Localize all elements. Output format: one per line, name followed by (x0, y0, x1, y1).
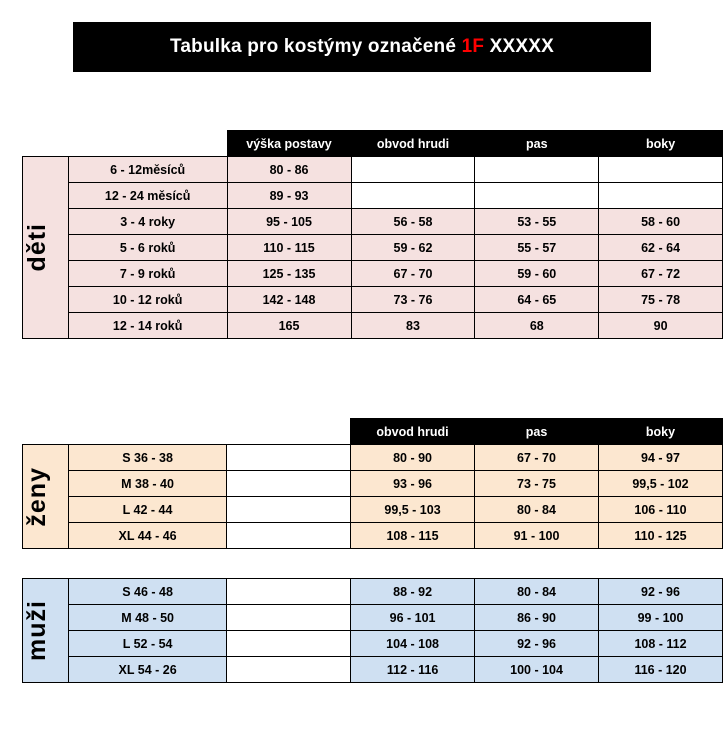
cell-chest: 104 - 108 (351, 631, 475, 657)
cell-chest: 56 - 58 (351, 209, 475, 235)
cell-hips: 90 (599, 313, 723, 339)
cell-chest (351, 183, 475, 209)
cell-waist: 91 - 100 (475, 523, 599, 549)
cell-waist: 55 - 57 (475, 235, 599, 261)
women-size-table (22, 418, 723, 549)
column-header-height: výška postavy (227, 131, 351, 157)
cell-chest: 93 - 96 (350, 471, 474, 497)
cell-hips: 99,5 - 102 (598, 471, 722, 497)
cell-waist: 100 - 104 (475, 657, 599, 683)
cell-height (227, 631, 351, 657)
header-spacer (68, 131, 227, 157)
cell-chest (351, 157, 475, 183)
cell-height: 95 - 105 (227, 209, 351, 235)
cell-height: 165 (227, 313, 351, 339)
cell-hips (599, 157, 723, 183)
group-label-text: muži (23, 600, 51, 661)
table-row (23, 471, 723, 497)
group-label-kids (23, 157, 69, 339)
column-header-chest: obvod hrudi (350, 419, 474, 445)
page-title-banner (73, 22, 651, 72)
row-label: XL 44 - 46 (68, 523, 226, 549)
table-row (23, 605, 723, 631)
group-label-text: děti (23, 223, 51, 272)
cell-chest: 73 - 76 (351, 287, 475, 313)
cell-hips: 94 - 97 (598, 445, 722, 471)
table-row (23, 497, 723, 523)
cell-height: 89 - 93 (227, 183, 351, 209)
table-row (23, 313, 723, 339)
cell-hips: 92 - 96 (599, 579, 723, 605)
cell-waist: 53 - 55 (475, 209, 599, 235)
cell-height: 80 - 86 (227, 157, 351, 183)
row-label: 12 - 24 měsíců (68, 183, 227, 209)
table-row (23, 445, 723, 471)
table-row (23, 657, 723, 683)
cell-height: 125 - 135 (227, 261, 351, 287)
cell-chest: 88 - 92 (351, 579, 475, 605)
header-spacer (68, 419, 226, 445)
table-row (23, 183, 723, 209)
cell-height (227, 579, 351, 605)
cell-waist (475, 157, 599, 183)
page-title-prefix: Tabulka pro kostýmy označené (169, 36, 462, 57)
cell-height (227, 605, 351, 631)
group-label-text: ženy (23, 466, 51, 527)
kids-size-table (22, 130, 723, 339)
cell-chest: 99,5 - 103 (350, 497, 474, 523)
cell-hips: 58 - 60 (599, 209, 723, 235)
table-header-row (23, 419, 723, 445)
cell-height (227, 523, 351, 549)
table-row (23, 235, 723, 261)
table-row (23, 579, 723, 605)
cell-chest: 83 (351, 313, 475, 339)
row-label: L 52 - 54 (68, 631, 227, 657)
cell-chest: 59 - 62 (351, 235, 475, 261)
cell-chest: 112 - 116 (351, 657, 475, 683)
cell-hips (599, 183, 723, 209)
table-header-row (23, 131, 723, 157)
cell-waist: 73 - 75 (475, 471, 599, 497)
cell-height: 110 - 115 (227, 235, 351, 261)
row-label: 5 - 6 roků (68, 235, 227, 261)
page-title-highlight: 1F (461, 36, 485, 57)
men-size-table (22, 578, 723, 683)
cell-hips: 110 - 125 (598, 523, 722, 549)
cell-hips: 116 - 120 (599, 657, 723, 683)
row-label: S 46 - 48 (68, 579, 227, 605)
column-header-waist: pas (475, 131, 599, 157)
cell-waist: 80 - 84 (475, 579, 599, 605)
cell-waist: 67 - 70 (475, 445, 599, 471)
row-label: 3 - 4 roky (68, 209, 227, 235)
column-header-hips: boky (599, 131, 723, 157)
row-label: XL 54 - 26 (68, 657, 227, 683)
row-label: S 36 - 38 (68, 445, 226, 471)
cell-waist: 92 - 96 (475, 631, 599, 657)
column-header-chest: obvod hrudi (351, 131, 475, 157)
cell-waist: 64 - 65 (475, 287, 599, 313)
column-header-waist: pas (475, 419, 599, 445)
cell-height (227, 657, 351, 683)
page-title (170, 36, 554, 58)
table-row (23, 287, 723, 313)
cell-waist: 86 - 90 (475, 605, 599, 631)
cell-waist: 80 - 84 (475, 497, 599, 523)
table-row (23, 209, 723, 235)
cell-hips: 67 - 72 (599, 261, 723, 287)
cell-chest: 108 - 115 (350, 523, 474, 549)
cell-height: 142 - 148 (227, 287, 351, 313)
cell-height (227, 497, 351, 523)
cell-waist (475, 183, 599, 209)
cell-height (227, 471, 351, 497)
cell-chest: 67 - 70 (351, 261, 475, 287)
group-label-men (23, 579, 69, 683)
header-spacer (23, 131, 69, 157)
row-label: 7 - 9 roků (68, 261, 227, 287)
cell-waist: 59 - 60 (475, 261, 599, 287)
cell-hips: 106 - 110 (598, 497, 722, 523)
column-header-hips: boky (598, 419, 722, 445)
row-label: 12 - 14 roků (68, 313, 227, 339)
header-spacer (23, 419, 69, 445)
group-label-women (23, 445, 69, 549)
row-label: M 48 - 50 (68, 605, 227, 631)
cell-hips: 108 - 112 (599, 631, 723, 657)
cell-waist: 68 (475, 313, 599, 339)
cell-chest: 80 - 90 (350, 445, 474, 471)
cell-hips: 75 - 78 (599, 287, 723, 313)
cell-height (227, 445, 351, 471)
header-spacer (227, 419, 351, 445)
table-row (23, 157, 723, 183)
row-label: 10 - 12 roků (68, 287, 227, 313)
row-label: M 38 - 40 (68, 471, 226, 497)
table-row (23, 523, 723, 549)
cell-hips: 99 - 100 (599, 605, 723, 631)
table-row (23, 631, 723, 657)
row-label: 6 - 12měsíců (68, 157, 227, 183)
cell-hips: 62 - 64 (599, 235, 723, 261)
page-title-suffix: XXXXX (484, 36, 554, 57)
table-row (23, 261, 723, 287)
cell-chest: 96 - 101 (351, 605, 475, 631)
row-label: L 42 - 44 (68, 497, 226, 523)
